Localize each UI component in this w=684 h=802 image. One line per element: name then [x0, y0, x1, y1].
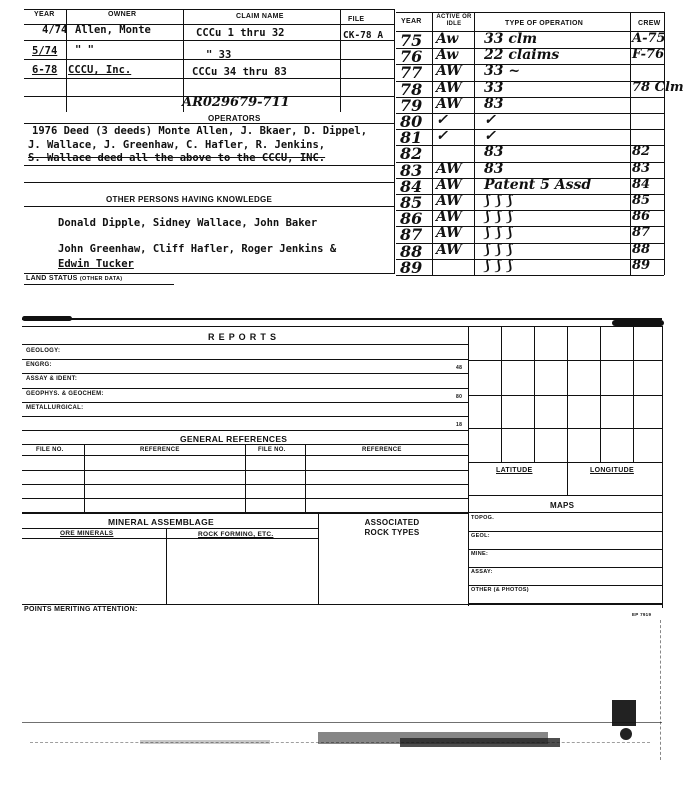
activity-year: 79 [400, 95, 423, 115]
operators-line-1: 1976 Deed (3 deeds) Monte Allen, J. Bkaer, D. Dippel, [32, 125, 368, 137]
activity-crew: 89 [632, 257, 651, 273]
mineral-col [166, 528, 167, 604]
land-status-title: LAND STATUS [26, 275, 78, 282]
ref-header-reference-2: REFERENCE [362, 447, 402, 453]
report-label: METALLURGICAL: [26, 404, 84, 411]
reports-title: R E P O R T S [208, 332, 277, 342]
grid-col [567, 326, 568, 462]
activity-col [474, 12, 475, 32]
latlong-divider [567, 462, 568, 495]
activity-col [432, 32, 433, 275]
associated-rock-types-title: ASSOCIATED ROCK TYPES [364, 518, 420, 537]
claim-row-1-claim: CCCu 1 thru 32 [196, 27, 285, 39]
activity-status: AW [436, 95, 462, 112]
activity-type: 33 [484, 79, 504, 96]
grid-row [468, 360, 662, 361]
activity-type: ⟆ ⟆ ⟆ [484, 193, 513, 209]
report-label: GEOPHYS. & GEOCHEM: [26, 390, 104, 397]
scan-line [30, 742, 650, 743]
activity-col [664, 12, 665, 32]
maps-row-rule [468, 531, 662, 532]
form-top-border [22, 326, 662, 327]
scan-line [22, 722, 662, 723]
activity-year: 77 [400, 63, 423, 83]
maps-row-label: OTHER (& PHOTOS) [471, 587, 529, 593]
activity-status: AW [436, 225, 462, 242]
activity-crew: 84 [632, 176, 651, 192]
activity-row-rule [396, 259, 664, 260]
claim-row-3-claim: CCCu 34 thru 83 [192, 66, 287, 78]
activity-crew: 86 [632, 209, 651, 225]
activity-status: Aw [436, 47, 459, 64]
general-references-title: GENERAL REFERENCES [180, 434, 288, 444]
activity-header-active: ACTIVE OR IDLE [436, 14, 472, 27]
scan-line [660, 620, 661, 760]
activity-status: AW [436, 160, 462, 177]
points-meriting-attention: POINTS MERITING ATTENTION: [24, 606, 138, 613]
report-rule [22, 416, 468, 417]
maps-row-label: TOPOG. [471, 515, 495, 521]
activity-crew: 82 [632, 144, 651, 160]
activity-year: 86 [400, 209, 423, 229]
activity-crew: 88 [632, 241, 651, 257]
activity-crew: 87 [632, 225, 651, 241]
other-persons-line-1: Donald Dipple, Sidney Wallace, John Baker [58, 217, 318, 229]
activity-type: ⟆ ⟆ ⟆ [484, 209, 513, 226]
activity-col [474, 32, 475, 275]
activity-year: 76 [400, 47, 423, 67]
claim-row-3-owner: CCCU, Inc. [68, 64, 132, 76]
scan-dot [620, 728, 632, 740]
maps-row-rule [468, 585, 662, 586]
row-rule [24, 182, 394, 183]
report-label: GEOLOGY: [26, 348, 61, 354]
row-rule [24, 165, 394, 166]
activity-year: 83 [400, 160, 423, 180]
activity-row-rule [396, 145, 664, 146]
row-rule [24, 40, 394, 41]
activity-status: ✓ [436, 128, 448, 145]
general-ref-top [22, 430, 468, 431]
points-rule [22, 604, 662, 605]
top-border [24, 9, 394, 10]
row-rule [24, 78, 394, 79]
claim-row-1-file: CK-78 A [343, 30, 384, 41]
mineral-header-rule [22, 538, 318, 539]
activity-crew: A-75 [632, 31, 666, 46]
maps-row-rule [468, 567, 662, 568]
report-rule [22, 388, 468, 389]
grid-col [534, 326, 535, 462]
claim-row-2-year: 5/74 [32, 45, 58, 57]
activity-type: 22 claims [484, 47, 560, 64]
activity-header-crew: CREW [638, 20, 661, 27]
activity-year: 75 [400, 31, 423, 50]
mineral-top [22, 512, 468, 514]
activity-top-border [396, 12, 664, 13]
grid-col [501, 326, 502, 462]
activity-year: 88 [400, 241, 423, 261]
grid-col [600, 326, 601, 462]
activity-type: 83 [484, 95, 504, 112]
report-number: 48 [456, 365, 463, 372]
claim-row-1-owner: Allen, Monte [75, 24, 151, 36]
activity-year: 87 [400, 225, 423, 245]
ref-header-file-2: FILE NO. [258, 447, 286, 453]
activity-col [432, 12, 433, 32]
activity-type: ⟆ ⟆ ⟆ [484, 225, 513, 242]
claim-row-3-year: 6-78 [32, 64, 58, 76]
maps-title: MAPS [550, 501, 575, 510]
activity-type: 83 [484, 144, 504, 161]
report-label: ASSAY & IDENT: [26, 376, 78, 383]
activity-year: 84 [400, 176, 423, 196]
report-number: 80 [456, 393, 463, 400]
activity-col [630, 32, 631, 275]
claim-row-2-owner: " " [75, 44, 94, 56]
grid-col [633, 326, 634, 462]
activity-type: ✓ [484, 128, 496, 145]
activity-type: ⟆ ⟆ ⟆ [484, 241, 513, 258]
activity-crew: 83 [632, 160, 651, 176]
activity-type: 83 [484, 160, 504, 177]
col-rule [340, 9, 341, 112]
report-rule [22, 359, 468, 360]
operators-label: OPERATORS [208, 114, 261, 123]
activity-status: AW [436, 193, 462, 209]
grid-row [468, 428, 662, 429]
land-status-sublabel: (OTHER DATA) [79, 276, 123, 282]
handwritten-serial: AR029679-711 [182, 95, 290, 110]
activity-year: 82 [400, 144, 423, 164]
activity-col [630, 12, 631, 32]
report-number: 18 [456, 422, 463, 428]
activity-year: 81 [400, 128, 423, 148]
header-file: FILE [348, 16, 365, 23]
header-year: YEAR [34, 11, 55, 18]
other-persons-label: OTHER PERSONS HAVING KNOWLEDGE [106, 195, 273, 204]
ore-minerals-header: ORE MINERALS [60, 530, 114, 537]
activity-crew: 85 [632, 193, 651, 208]
activity-year: 89 [400, 257, 423, 277]
activity-row-rule [396, 275, 664, 276]
activity-type: 33 ~ [484, 63, 521, 80]
col-rule-main [394, 9, 395, 274]
activity-header-type: TYPE OF OPERATION [505, 20, 584, 27]
activity-year: 80 [400, 112, 423, 131]
report-label: ENGRG: [26, 362, 52, 369]
activity-type: 33 clm [484, 31, 538, 47]
longitude-label: LONGITUDE [590, 467, 634, 474]
grid-row [468, 395, 662, 396]
ref-header-reference-1: REFERENCE [140, 447, 180, 453]
activity-status: AW [436, 241, 462, 258]
maps-row-label: ASSAY: [471, 569, 493, 575]
report-rule [22, 373, 468, 374]
header-owner: OWNER [108, 11, 137, 18]
land-status-underline [24, 284, 174, 285]
maps-rule [468, 512, 662, 513]
land-status-rule [24, 273, 394, 274]
operators-rule [24, 123, 394, 124]
mineral-col [318, 512, 319, 604]
activity-status: AW [436, 79, 462, 96]
latlong-rule [468, 495, 662, 496]
claim-row-2-claim: " 33 [206, 49, 232, 61]
activity-status: AW [436, 63, 462, 80]
other-persons-rule [24, 206, 394, 207]
grid-left-border [468, 326, 469, 606]
ref-col [84, 444, 85, 512]
reports-rule [22, 344, 468, 345]
operators-line-2: J. Wallace, J. Greenhaw, C. Hafler, R. Jenkins, [28, 139, 326, 151]
grid-row [468, 462, 662, 463]
activity-status: Aw [436, 31, 459, 47]
activity-col [664, 32, 665, 275]
header-claim-name: CLAIM NAME [236, 13, 284, 20]
ref-col [245, 444, 246, 512]
ref-col [305, 444, 306, 512]
activity-status: AW [436, 176, 462, 193]
activity-type: ✓ [484, 112, 496, 128]
activity-crew: 78 Clm [632, 79, 684, 95]
separator-smudge [22, 316, 72, 321]
activity-type: Patent 5 Assd [484, 176, 592, 193]
report-rule [22, 402, 468, 403]
separator-bar [22, 318, 662, 320]
maps-row-rule [468, 549, 662, 550]
activity-year: 78 [400, 79, 423, 99]
latitude-label: LATITUDE [496, 467, 533, 474]
activity-type: ⟆ ⟆ ⟆ [484, 257, 513, 274]
maps-row-label: MINE: [471, 551, 489, 557]
activity-year: 85 [400, 193, 423, 212]
col-rule [66, 9, 67, 112]
ref-header-file-1: FILE NO. [36, 447, 64, 453]
activity-header-year: YEAR [401, 18, 422, 25]
activity-crew: F-76 [632, 47, 665, 63]
claim-row-1-year: 4/74 [42, 24, 68, 36]
operators-line-3: S. Wallace deed all the above to the CCCU, INC. [28, 152, 326, 164]
mineral-rule [22, 528, 318, 529]
activity-status: AW [436, 209, 462, 226]
maps-row-label: GEOL: [471, 533, 490, 539]
mineral-title: MINERAL ASSEMBLAGE [108, 517, 214, 527]
land-status-label [26, 275, 122, 282]
form-code: EP 7919 [632, 612, 652, 617]
rock-forming-header: ROCK FORMING, ETC. [198, 531, 274, 538]
activity-status: ✓ [436, 112, 448, 128]
other-persons-line-3: Edwin Tucker [58, 258, 134, 270]
grid-right-border [662, 326, 663, 608]
row-rule [24, 59, 394, 60]
other-persons-line-2: John Greenhaw, Cliff Hafler, Roger Jenkins & [58, 243, 337, 255]
